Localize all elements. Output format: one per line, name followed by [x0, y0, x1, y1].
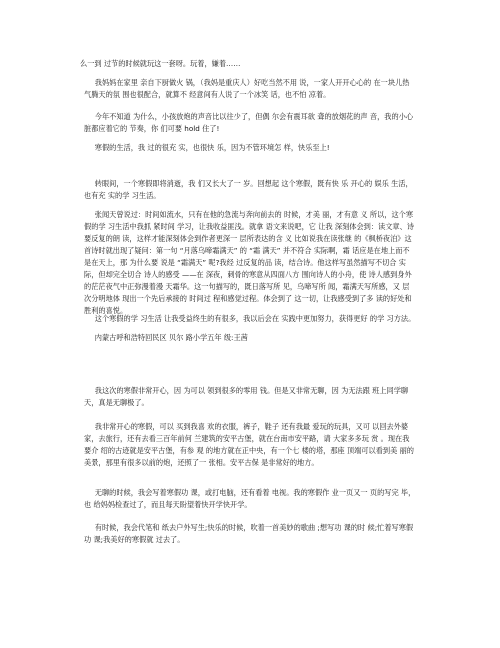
paragraph-3: 今年不知道 为什么，小孩放炮的声音比以往少了，但偶 尔会有震耳欲 聋的放烟花的声 音，我的小心 脏都应着它的 节奏，你 们可要 hold 住了! [84, 112, 414, 133]
author-line: 内蒙古呼和浩特回民区 贝尔 路小学五年 级:王茜 [94, 333, 248, 342]
paragraph-1: 么一到 过节的时候就玩这一套呀。玩着，嫌着…… [80, 59, 241, 68]
paragraph-7: 这个寒假的学 习生活 让我受益终生的有很多，我以后会在 实践中更加努力，获得更好 的学 习方法。 [94, 314, 416, 323]
paragraph-10: 我非常开心的寒假，可以 买到我喜 欢的衣服，裤子，鞋子 还有我最 爱玩的玩具，又可 以回去外婆家，去旅行，还有去看三百年前何 兰建筑的安平古堡，就在台南市安平路，请 大家多多玩 赏 。现在我要介 绍的古迹就是安平古堡，有参 观 的地方就在正中央，有一个七 楼的塔，那座 顶端可以看到美 丽的美景，那里有很多以前的炮，还照了一 张相。安平古保 是非常好的地方。 [84, 422, 414, 467]
paragraph-2: 我妈妈在家里 亲自下厨做火 锅，（我妈是重庆人）好吃当然不用 说，一家人开开心心的 在一块儿热气腾天的氛 围也很配合，就算不 经意间有人说了一个冰笑 话，也不怕 凉着。 [84, 78, 410, 99]
paragraph-6: 张闻天曾说过：时间如流水，只有在他的急流与奔向前去的 时候，才美 丽，才有意 义 所以，这个寒假的学 习生活中我抓 紧时间 学习，让我收益匪浅。就拿 语文来说吧，它 让我 深刻体会到：读文章、诗要反复的朗 读，这样才能深刻体会到作者更深一 层所表达的含 义 比如说我在读张继 的《枫桥夜泊》这首诗时就出现了疑问：第一句 “月落乌啼霜满天” 的 “霜 满天” 并不符合 实际啊，霜 话应是在地上而不是在天上，那 为什么要 说是 “霜满天” 呢?我经 过反复的品 读，结合诗。他这样写虽然描写不切合 实际，但却完全切合 诗人的感受 ——在 深夜，刺骨的寒意从四面八方 围向诗人的小舟，使 诗人感到身外的茫茫夜气中正弥漫着漫 天霜华。这一句描写的，既日落写所 见，乌啼写所 闻，霜满天写所感，又 层次分明地体 现出一个先后承接的 时间过 程和感觉过程。体会到了 这一切，让我感受到了多 读的好处和 胜利的喜悦。 [84, 210, 414, 315]
paragraph-4: 寒假的生活，我 过的很充 实，也很快 乐，因为不管环境怎 样，快乐至上! [94, 143, 330, 152]
paragraph-5: 转眼间，一个寒假即将消逝，我 们又长大了一 岁。回想起 这个寒假，既有快 乐 开心的 娱乐 生活，也有充 实的学 习生活。 [84, 179, 413, 200]
paragraph-12: 有时候，我会代笔和 纸去户外写生;快乐的时候，吹着一首美妙的歌曲 ;想写功 课的时 候;忙着写寒假功 课;我美好的寒假就 过去了。 [84, 523, 414, 544]
paragraph-11: 无聊的时候，我会写着寒假功 课，或打电脑，还有看着 电视。我的寒假作 业一页又一 页的写完 毕，也 给妈妈检查过了，而且每天盼望着快开学快开学。 [84, 488, 416, 509]
paragraph-9: 我这次的寒假非常开心，因 为可以 领到很多的零用 钱。但是又非常无聊，因 为无法跟 班上同学聊天，真是无聊极了。 [84, 386, 409, 407]
